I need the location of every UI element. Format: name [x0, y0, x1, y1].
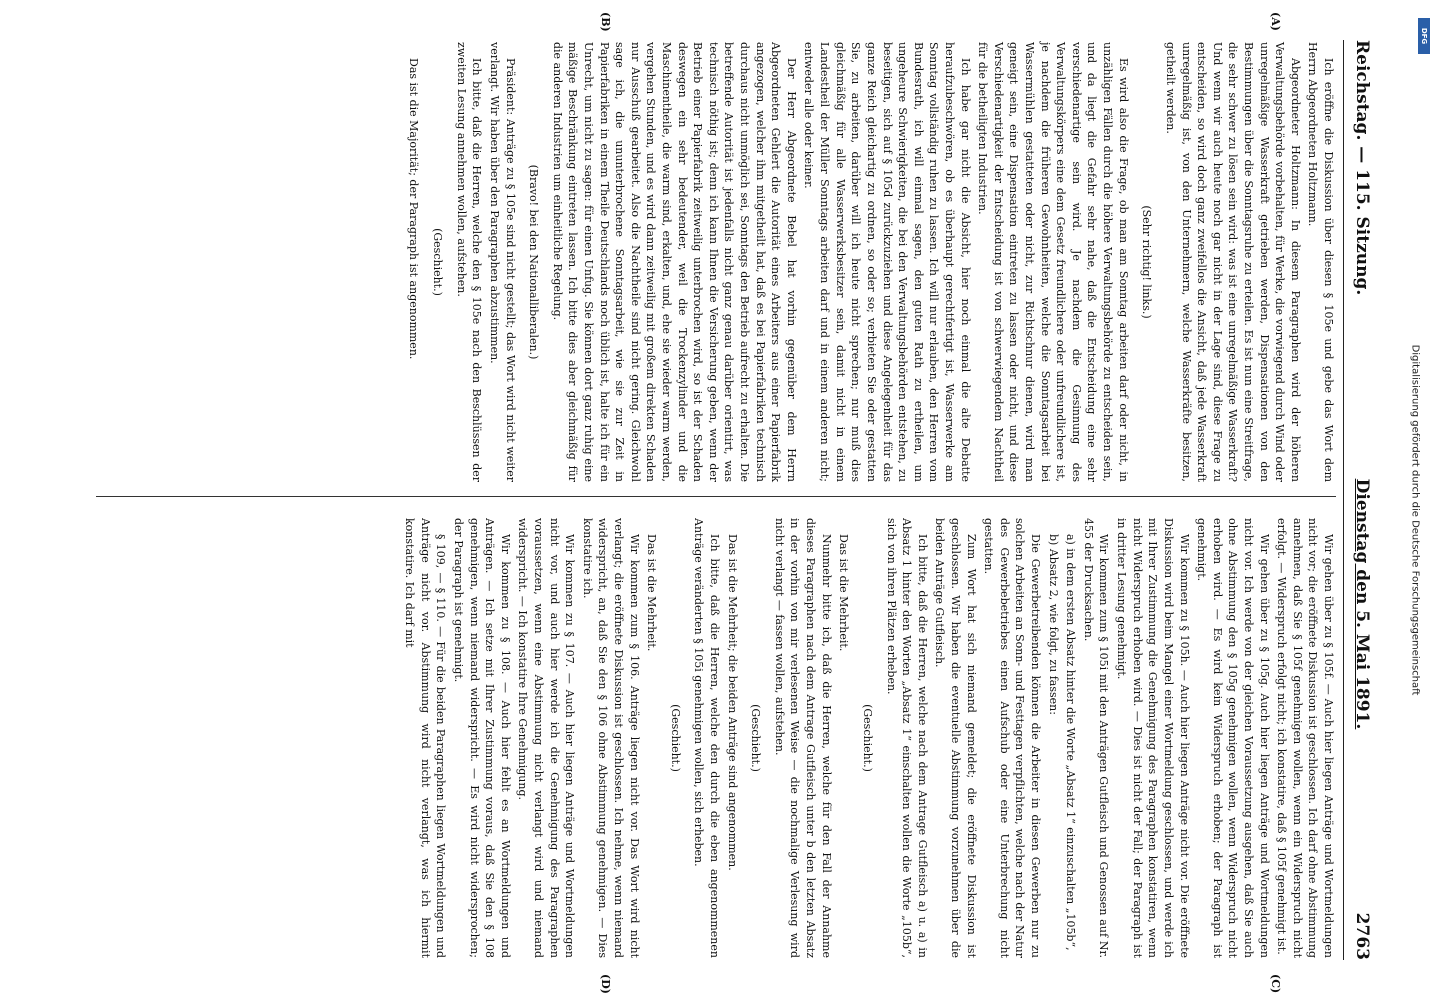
header-date: Dienstag den 5. Mai 1891. [1352, 478, 1372, 730]
paragraph: a) in dem ersten Absatz hinter die Worte „Absatz 1“ einzuschalten „105b“, [1064, 534, 1078, 951]
paragraph: Abgeordneter Holtzmann: In diesem Paragraphen wird der höheren Verwaltungsbehörde vorbehalten, für Werke, die vorwiegend durch Wind oder unregelmäßige Wasserkraft getrieben werden, Dispensationen von den Bestimmungen über die Sonntagsruhe zu erteilen. Es ist nun eine Streitfrage, die sehr schwer zu lösen sein wird: was ist eine unregelmäßige Wasserkraft? Und wenn wir auch heute noch gar nicht in der Lage sind, diese Frage zu entscheiden, so wird doch ganz zweifellos die Ansicht, daß jede Wasserkraft unregelmäßig ist, von den Unternehmern, welche Wasserkräfte besitzen, getheilt werden. [1163, 42, 1302, 482]
paragraph: Wir kommen zu § 105h. — Auch hier liegen Anträge nicht vor. Die eröffnete Diskussion wird beim Mangel einer Wortmeldung geschlossen, und werde ich mit Ihrer Zustimmung die Genehmigung des Paragraphen konstatiren, wenn nicht Widerspruch erhoben wird. — Dies ist nicht der Fall; der Paragraph ist in dritter Lesung genehmigt. [1115, 518, 1191, 958]
paragraph: Das ist die Majorität; der Paragraph ist angenommen. [407, 58, 421, 360]
column-divider [96, 496, 1336, 497]
paragraph: Die Gewerbetreibenden können die Arbeiter in diesen Gewerben nur zu solchen Arbeiten an Sonn- und Festtagen verpflichten, welche nach der Natur des Gewerbebetriebes einen Aufschub oder eine Unterbrechung nicht gestatten. [982, 518, 1043, 958]
paragraph: Das ist die Mehrheit; die beiden Anträge sind angenommen. [725, 534, 739, 871]
paragraph: Ich bitte, daß die Herren, welche den durch die eben angenommenen Anträge veränderten § 105i genehmigen wollen, sich erheben. [692, 518, 722, 958]
paragraph: (Bravo! bei den Nationalliberalen.) [527, 164, 541, 360]
paragraph: Das ist die Mehrheit. [837, 534, 851, 652]
paragraph: (Geschieht.) [668, 704, 682, 772]
left-column [404, 42, 1336, 482]
paragraph: (Geschieht.) [431, 228, 445, 296]
paragraph: Wir gehen über zu § 105f. — Auch hier liegen Anträge und Wortmeldungen nicht vor; die eröffnete Diskussion ist geschlossen. Ich darf ohne Abstimmung annehmen, daß Sie § 105f genehmigen wollen, wenn ein Widerspruch nicht erfolgt. — Widerspruch erfolgt nicht; ich konstatire, daß § 105f genehmigt ist. [1275, 518, 1335, 958]
paragraph: (Geschieht.) [860, 704, 874, 772]
paragraph: Nunmehr bitte ich, daß die Herren, welche für den Fall der Annahme dieses Paragraphen nach dem Antrage Gutfleisch unter b den letzten Absatz in der vorhin von mir verlesenen Weise — die nochmalige Verlesung wird nicht verlangt — fassen wollen, aufstehen. [772, 518, 833, 958]
digitization-credit: Digitalisierung gefördert durch die Deutsche Forschungsgemeinschaft [1409, 344, 1421, 696]
paragraph: Wir kommen zum § 105i mit den Anträgen Gutfleisch und Genossen auf Nr. 455 der Drucksachen. [1081, 518, 1111, 958]
paragraph: Ich bitte, daß die Herren, welche nach dem Antrage Gutfleisch a) u. a) in Absatz 1 hinter den Worten „Absatz 1“ einschalten wollen die Worte „105b“, sich von ihren Plätzen erheben. [884, 518, 929, 958]
header-left: Reichstag. — 115. Sitzung. [1352, 40, 1372, 296]
page-header [1352, 40, 1392, 960]
margin-marker-d: (D) [599, 974, 612, 994]
margin-marker-c: (C) [1269, 974, 1282, 994]
header-rule [1343, 40, 1344, 960]
dfg-logo: DFG [1418, 18, 1430, 54]
paragraph: Das ist die Mehrheit. [645, 534, 659, 652]
margin-marker-a: (A) [1269, 12, 1282, 31]
paragraph: Ich habe gar nicht die Absicht, hier noch einmal die alte Debatte heraufzubeschwören, ob es überhaupt gerechtfertigt ist, Wasserwerke am Sonntag vollständig ruhen zu lassen. Ich will nur erlauben, den Herren vom Bundesrath, ich will einmal sagen, den guten Rath zu ertheilen, um ungeheure Schwierigkeiten, die bei den Verwaltungsbehörden entstehen, zu beseitigen, sich auf § 105d zurückzuziehen und diese Angelegenheit für das ganze Reich gleichartig zu ordnen, so oder so; verbieten Sie oder gestatten Sie, zu arbeiten, darüber will ich heute nicht sprechen; nur muß dies gleichmäßig für alle Wasserwerksbesitzer sein, damit nicht in einem Landestheil der Müller Sonntags arbeiten darf und in einem anderen nicht; entweder alle oder keiner. [802, 42, 972, 482]
paragraph: Präsident: Anträge zu § 105e sind nicht gestellt; das Wort wird nicht weiter verlangt. Wir haben über den Paragraphen abzustimmen. [487, 42, 517, 482]
paragraph: § 109, — § 110. — Für die beiden Paragraphen liegen Wortmeldungen und Anträge nicht vor. Abstimmung wird nicht verlangt, was ich hiermit konstatire. Ich darf mit [403, 518, 448, 958]
paragraph: (Geschieht.) [749, 704, 763, 772]
page-number: 2763 [1352, 912, 1372, 960]
paragraph: Zum Wort hat sich niemand gemeldet; die eröffnete Diskussion ist geschlossen. Wir haben die eventuelle Abstimmung vorzunehmen über die beiden Anträge Gutfleisch. [933, 518, 978, 958]
paragraph: Es wird also die Frage, ob man am Sonntag arbeiten darf oder nicht, in unzähligen Fällen durch die höhere Verwaltungsbehörde zu entscheiden sein, und da liegt die Gefahr sehr nahe, daß die Entscheidung eine sehr verschiedenartige sein wird. Je nachdem die Gesinnung des Verwaltungskörpers eine dem Gesetz freundlichere oder unfreundlichere ist, je nachdem die früheren Gewohnheiten, welche die Sonntagsarbeit bei Wassermühlen gestatteten oder nicht, zur Richtschnur dienen, wird man geneigt sein, eine Dispensation eintreten zu lassen oder nicht, und diese Verschiedenartigkeit der Entscheidung ist von schwerwiegendem Nachtheil für die betheiligten Industrien. [976, 42, 1130, 482]
right-column [399, 518, 1336, 958]
paragraph: Wir kommen zu § 108. — Auch hier fehlt es an Wortmeldungen und Anträgen. — Ich setze mit Ihrer Zustimmung voraus, daß Sie den § 108 genehmigen, wenn niemand widerspricht. — Es wird nicht widersprochen; der Paragraph ist genehmigt. [451, 518, 512, 958]
margin-marker-b: (B) [599, 12, 612, 32]
paragraph: (Sehr richtig! links.) [1140, 205, 1154, 319]
paragraph: Der Herr Abgeordnete Bebel hat vorhin gegenüber dem Herrn Abgeordneten Gehlert die Autorität eines Arbeiters aus einer Papierfabrik angezogen, welcher ihm mitgetheilt hat, daß es bei Papierfabriken technisch durchaus nicht unmöglich sei, Sonntags den Betrieb aufrecht zu erhalten. Die betreffende Autorität ist jedenfalls nicht ganz genau darüber orientirt, was technisch nöthig ist; denn ich kann Ihnen die Versicherung geben, wenn der Betrieb einer Papierfabrik zeitweilig unterbrochen wird, so ist der Schaden deswegen ein sehr bedeutender, weil die Trockenzylinder und die Maschinentheile, die warm sind, erkalten, und, ehe sie wieder warm werden, vergehen Stunden, und es wird dann zeitweilig mit großem direkten Schaden nur Ausschuß gearbeitet. Also die Nachtheile sind nicht gering. Gleichwohl sage ich, die ununterbrochene Sonntagsarbeit, wie sie zur Zeit in Papierfabriken in einem Theile Deutschlands noch üblich ist, halte ich für ein Unrecht, um nicht zu sagen: für einen Unfug. Sie können dort ganz ruhig eine mäßige Beschränkung eintreten lassen. Ich bitte dies aber gleichmäßig für die anderen Industrien um einheitliche Regelung. [550, 42, 798, 482]
paragraph: Ich bitte, daß die Herren, welche den § 105e nach den Beschlüssen der zweiten Lesung annehmen wollen, aufstehen. [454, 42, 484, 482]
paragraph: Wir kommen zu § 107. — Auch hier liegen Anträge und Wortmeldungen nicht vor, und auch hier werde ich die Genehmigung des Paragraphen voraussetzen, wenn eine Abstimmung nicht verlangt wird und niemand widerspricht. — Ich konstatire Ihre Genehmigung. [516, 518, 577, 958]
paragraph: Wir kommen zum § 106. Anträge liegen nicht vor. Das Wort wird nicht verlangt; die eröffnete Diskussion ist geschlossen. Ich nehme, wenn niemand widerspricht, an, daß Sie den § 106 ohne Abstimmung genehmigen. — Dies konstatire ich. [580, 518, 641, 958]
paragraph: Wir gehen über zu § 105g. Auch hier liegen Anträge und Wortmeldungen nicht vor. Ich werde von der gleichen Voraussetzung ausgehen, daß Sie auch ohne Abstimmung den § 105g genehmigen wollen, wenn Widerspruch nicht erhoben wird. — Es wird kein Widerspruch erhoben; der Paragraph ist genehmigt. [1195, 518, 1271, 958]
paragraph: b) Absatz 2, wie folgt, zu fassen: [1046, 534, 1060, 715]
paragraph: Ich eröffne die Diskussion über diesen § 105e und gebe das Wort dem Herrn Abgeordneten Holtzmann. [1306, 42, 1335, 482]
